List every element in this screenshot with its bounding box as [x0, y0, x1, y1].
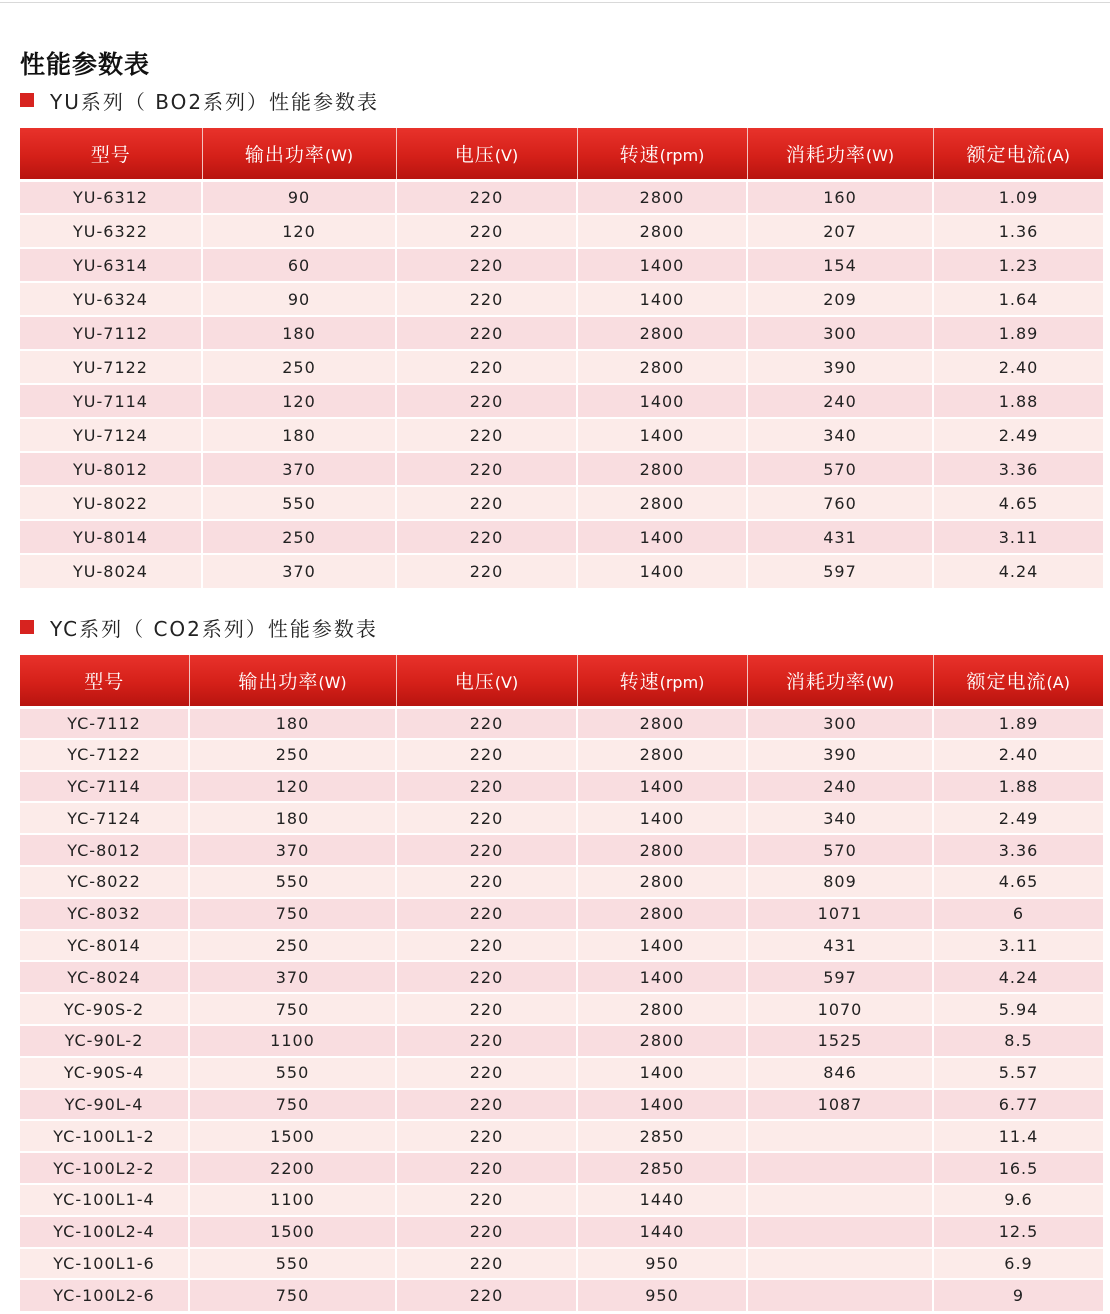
header-model: 型号 [20, 128, 202, 180]
cell-speed: 1400 [577, 418, 747, 452]
cell-model: YC-7114 [20, 771, 189, 803]
spec-table-yu [20, 128, 1103, 588]
cell-model: YU-8022 [20, 486, 202, 520]
cell-speed: 2850 [577, 1120, 747, 1152]
cell-model: YU-6324 [20, 282, 202, 316]
cell-voltage: 220 [396, 1279, 577, 1311]
cell-output-power: 1100 [189, 1184, 396, 1216]
cell-consumed-power: 154 [747, 248, 933, 282]
cell-output-power: 120 [189, 771, 396, 803]
cell-voltage: 220 [396, 1120, 577, 1152]
cell-rated-current: 6 [933, 898, 1103, 930]
cell-voltage: 220 [396, 248, 577, 282]
table-row [20, 898, 1103, 930]
header-rated-current: 额定电流(A) [933, 128, 1103, 180]
cell-consumed-power [747, 1184, 933, 1216]
cell-model: YU-7124 [20, 418, 202, 452]
table-row [20, 1057, 1103, 1089]
cell-output-power: 550 [189, 866, 396, 898]
cell-rated-current: 2.40 [933, 350, 1103, 384]
cell-output-power: 1500 [189, 1216, 396, 1248]
cell-model: YU-8012 [20, 452, 202, 486]
table-row [20, 834, 1103, 866]
cell-consumed-power: 760 [747, 486, 933, 520]
cell-voltage: 220 [396, 834, 577, 866]
cell-model: YC-100L1-6 [20, 1248, 189, 1280]
cell-rated-current: 1.23 [933, 248, 1103, 282]
cell-output-power: 750 [189, 1089, 396, 1121]
cell-model: YU-7122 [20, 350, 202, 384]
cell-output-power: 750 [189, 898, 396, 930]
cell-voltage: 220 [396, 1152, 577, 1184]
cell-rated-current: 8.5 [933, 1025, 1103, 1057]
table-row [20, 802, 1103, 834]
cell-consumed-power: 809 [747, 866, 933, 898]
cell-output-power: 250 [189, 739, 396, 771]
cell-output-power: 550 [202, 486, 396, 520]
header-output-power: 输出功率(W) [189, 655, 396, 707]
cell-speed: 1400 [577, 961, 747, 993]
cell-rated-current: 4.24 [933, 554, 1103, 588]
cell-model: YU-7112 [20, 316, 202, 350]
cell-consumed-power: 340 [747, 802, 933, 834]
cell-voltage: 220 [396, 554, 577, 588]
cell-voltage: 220 [396, 418, 577, 452]
cell-speed: 2800 [577, 180, 747, 214]
cell-output-power: 550 [189, 1057, 396, 1089]
cell-speed: 1400 [577, 520, 747, 554]
cell-rated-current: 3.11 [933, 520, 1103, 554]
cell-model: YU-6314 [20, 248, 202, 282]
section-title: YU系列（ BO2系列）性能参数表 [50, 89, 380, 114]
table-row [20, 418, 1103, 452]
table-row [20, 739, 1103, 771]
cell-rated-current: 5.57 [933, 1057, 1103, 1089]
cell-model: YC-90S-2 [20, 993, 189, 1025]
cell-consumed-power: 300 [747, 707, 933, 739]
cell-model: YU-8024 [20, 554, 202, 588]
cell-model: YU-8014 [20, 520, 202, 554]
table-row [20, 486, 1103, 520]
cell-rated-current: 9.6 [933, 1184, 1103, 1216]
cell-model: YC-7122 [20, 739, 189, 771]
cell-voltage: 220 [396, 930, 577, 962]
cell-output-power: 60 [202, 248, 396, 282]
header-speed: 转速(rpm) [577, 655, 747, 707]
table-row [20, 282, 1103, 316]
cell-rated-current: 3.36 [933, 452, 1103, 486]
cell-rated-current: 1.89 [933, 316, 1103, 350]
cell-voltage: 220 [396, 1025, 577, 1057]
cell-speed: 2800 [577, 486, 747, 520]
cell-voltage: 220 [396, 180, 577, 214]
cell-rated-current: 9 [933, 1279, 1103, 1311]
section-heading-yc [20, 612, 378, 642]
table-row [20, 707, 1103, 739]
table-row [20, 350, 1103, 384]
cell-output-power: 180 [189, 802, 396, 834]
cell-speed: 1400 [577, 384, 747, 418]
cell-speed: 2850 [577, 1152, 747, 1184]
cell-rated-current: 1.88 [933, 384, 1103, 418]
cell-output-power: 90 [202, 282, 396, 316]
table-header-row [20, 655, 1103, 707]
table-row [20, 1248, 1103, 1280]
cell-rated-current: 5.94 [933, 993, 1103, 1025]
cell-voltage: 220 [396, 1089, 577, 1121]
table-row [20, 520, 1103, 554]
table-row [20, 1279, 1103, 1311]
cell-voltage: 220 [396, 452, 577, 486]
cell-voltage: 220 [396, 993, 577, 1025]
cell-consumed-power: 597 [747, 554, 933, 588]
cell-model: YC-7124 [20, 802, 189, 834]
cell-consumed-power: 240 [747, 384, 933, 418]
table-row [20, 1025, 1103, 1057]
cell-rated-current: 12.5 [933, 1216, 1103, 1248]
cell-model: YC-90L-4 [20, 1089, 189, 1121]
cell-voltage: 220 [396, 802, 577, 834]
cell-rated-current: 4.24 [933, 961, 1103, 993]
cell-model: YC-100L2-6 [20, 1279, 189, 1311]
table-row [20, 1184, 1103, 1216]
cell-consumed-power [747, 1120, 933, 1152]
cell-model: YC-100L1-2 [20, 1120, 189, 1152]
table-row [20, 771, 1103, 803]
cell-consumed-power [747, 1248, 933, 1280]
header-voltage: 电压(V) [396, 128, 577, 180]
cell-model: YC-8014 [20, 930, 189, 962]
header-model: 型号 [20, 655, 189, 707]
cell-rated-current: 1.89 [933, 707, 1103, 739]
cell-output-power: 250 [202, 520, 396, 554]
cell-consumed-power: 431 [747, 520, 933, 554]
cell-output-power: 120 [202, 384, 396, 418]
cell-rated-current: 3.11 [933, 930, 1103, 962]
table-row [20, 180, 1103, 214]
section-heading-yu [20, 85, 379, 115]
cell-speed: 1440 [577, 1184, 747, 1216]
cell-voltage: 220 [396, 316, 577, 350]
cell-rated-current: 2.49 [933, 802, 1103, 834]
cell-speed: 2800 [577, 707, 747, 739]
cell-output-power: 180 [189, 707, 396, 739]
cell-model: YC-90S-4 [20, 1057, 189, 1089]
cell-consumed-power [747, 1216, 933, 1248]
cell-consumed-power: 340 [747, 418, 933, 452]
cell-speed: 950 [577, 1248, 747, 1280]
table-row [20, 1120, 1103, 1152]
cell-model: YC-7112 [20, 707, 189, 739]
cell-speed: 1400 [577, 771, 747, 803]
cell-output-power: 1100 [189, 1025, 396, 1057]
cell-rated-current: 6.9 [933, 1248, 1103, 1280]
cell-model: YU-6312 [20, 180, 202, 214]
table-row [20, 1089, 1103, 1121]
cell-rated-current: 1.36 [933, 214, 1103, 248]
spec-table-yc [20, 655, 1103, 1311]
cell-speed: 2800 [577, 316, 747, 350]
cell-consumed-power: 390 [747, 739, 933, 771]
cell-speed: 2800 [577, 350, 747, 384]
table-row [20, 452, 1103, 486]
top-divider [0, 2, 1110, 3]
table-header-row [20, 128, 1103, 180]
table-row [20, 316, 1103, 350]
cell-voltage: 220 [396, 961, 577, 993]
cell-speed: 2800 [577, 993, 747, 1025]
cell-output-power: 1500 [189, 1120, 396, 1152]
cell-rated-current: 4.65 [933, 486, 1103, 520]
header-rated-current: 额定电流(A) [933, 655, 1103, 707]
cell-voltage: 220 [396, 214, 577, 248]
cell-model: YU-7114 [20, 384, 202, 418]
cell-voltage: 220 [396, 282, 577, 316]
cell-consumed-power: 207 [747, 214, 933, 248]
cell-output-power: 750 [189, 993, 396, 1025]
cell-rated-current: 1.09 [933, 180, 1103, 214]
cell-consumed-power: 209 [747, 282, 933, 316]
cell-speed: 1440 [577, 1216, 747, 1248]
cell-voltage: 220 [396, 771, 577, 803]
table-row [20, 866, 1103, 898]
cell-voltage: 220 [396, 739, 577, 771]
cell-speed: 2800 [577, 452, 747, 486]
cell-model: YC-8022 [20, 866, 189, 898]
cell-rated-current: 2.40 [933, 739, 1103, 771]
cell-consumed-power: 1071 [747, 898, 933, 930]
header-speed: 转速(rpm) [577, 128, 747, 180]
cell-model: YC-100L2-4 [20, 1216, 189, 1248]
cell-output-power: 120 [202, 214, 396, 248]
table-row [20, 554, 1103, 588]
cell-consumed-power: 1070 [747, 993, 933, 1025]
cell-speed: 1400 [577, 248, 747, 282]
section-title: YC系列（ CO2系列）性能参数表 [50, 616, 378, 641]
cell-voltage: 220 [396, 866, 577, 898]
cell-model: YC-8024 [20, 961, 189, 993]
header-voltage: 电压(V) [396, 655, 577, 707]
table-row [20, 248, 1103, 282]
cell-voltage: 220 [396, 384, 577, 418]
cell-output-power: 370 [202, 554, 396, 588]
cell-consumed-power [747, 1152, 933, 1184]
cell-consumed-power [747, 1279, 933, 1311]
cell-rated-current: 1.64 [933, 282, 1103, 316]
cell-consumed-power: 160 [747, 180, 933, 214]
cell-consumed-power: 846 [747, 1057, 933, 1089]
table-row [20, 1152, 1103, 1184]
cell-rated-current: 3.36 [933, 834, 1103, 866]
cell-voltage: 220 [396, 1184, 577, 1216]
table-row [20, 993, 1103, 1025]
cell-rated-current: 6.77 [933, 1089, 1103, 1121]
header-consumed-power: 消耗功率(W) [747, 655, 933, 707]
page-title: 性能参数表 [20, 49, 151, 79]
square-bullet-icon [20, 93, 34, 107]
table-row [20, 384, 1103, 418]
cell-rated-current: 11.4 [933, 1120, 1103, 1152]
cell-output-power: 2200 [189, 1152, 396, 1184]
cell-output-power: 550 [189, 1248, 396, 1280]
cell-consumed-power: 570 [747, 452, 933, 486]
cell-consumed-power: 1525 [747, 1025, 933, 1057]
cell-consumed-power: 300 [747, 316, 933, 350]
cell-consumed-power: 390 [747, 350, 933, 384]
cell-model: YU-6322 [20, 214, 202, 248]
cell-output-power: 90 [202, 180, 396, 214]
cell-output-power: 370 [189, 834, 396, 866]
cell-rated-current: 2.49 [933, 418, 1103, 452]
cell-speed: 1400 [577, 554, 747, 588]
cell-speed: 1400 [577, 1089, 747, 1121]
cell-rated-current: 1.88 [933, 771, 1103, 803]
cell-speed: 1400 [577, 802, 747, 834]
cell-output-power: 370 [189, 961, 396, 993]
cell-voltage: 220 [396, 486, 577, 520]
cell-speed: 1400 [577, 1057, 747, 1089]
cell-voltage: 220 [396, 1057, 577, 1089]
cell-voltage: 220 [396, 350, 577, 384]
table-row [20, 961, 1103, 993]
table-row [20, 214, 1103, 248]
cell-rated-current: 4.65 [933, 866, 1103, 898]
cell-output-power: 750 [189, 1279, 396, 1311]
cell-consumed-power: 597 [747, 961, 933, 993]
square-bullet-icon [20, 620, 34, 634]
cell-output-power: 180 [202, 316, 396, 350]
cell-output-power: 250 [202, 350, 396, 384]
cell-output-power: 370 [202, 452, 396, 486]
cell-speed: 2800 [577, 739, 747, 771]
header-consumed-power: 消耗功率(W) [747, 128, 933, 180]
cell-voltage: 220 [396, 1248, 577, 1280]
table-row [20, 1216, 1103, 1248]
cell-voltage: 220 [396, 1216, 577, 1248]
cell-consumed-power: 240 [747, 771, 933, 803]
header-output-power: 输出功率(W) [202, 128, 396, 180]
cell-model: YC-8032 [20, 898, 189, 930]
cell-speed: 2800 [577, 1025, 747, 1057]
cell-voltage: 220 [396, 898, 577, 930]
cell-model: YC-90L-2 [20, 1025, 189, 1057]
cell-model: YC-100L2-2 [20, 1152, 189, 1184]
cell-voltage: 220 [396, 707, 577, 739]
cell-speed: 2800 [577, 214, 747, 248]
cell-speed: 1400 [577, 282, 747, 316]
cell-rated-current: 16.5 [933, 1152, 1103, 1184]
cell-speed: 2800 [577, 898, 747, 930]
cell-speed: 2800 [577, 834, 747, 866]
cell-output-power: 180 [202, 418, 396, 452]
cell-consumed-power: 1087 [747, 1089, 933, 1121]
cell-speed: 950 [577, 1279, 747, 1311]
cell-model: YC-100L1-4 [20, 1184, 189, 1216]
table-row [20, 930, 1103, 962]
cell-speed: 1400 [577, 930, 747, 962]
cell-model: YC-8012 [20, 834, 189, 866]
cell-consumed-power: 431 [747, 930, 933, 962]
cell-speed: 2800 [577, 866, 747, 898]
cell-voltage: 220 [396, 520, 577, 554]
cell-consumed-power: 570 [747, 834, 933, 866]
cell-output-power: 250 [189, 930, 396, 962]
